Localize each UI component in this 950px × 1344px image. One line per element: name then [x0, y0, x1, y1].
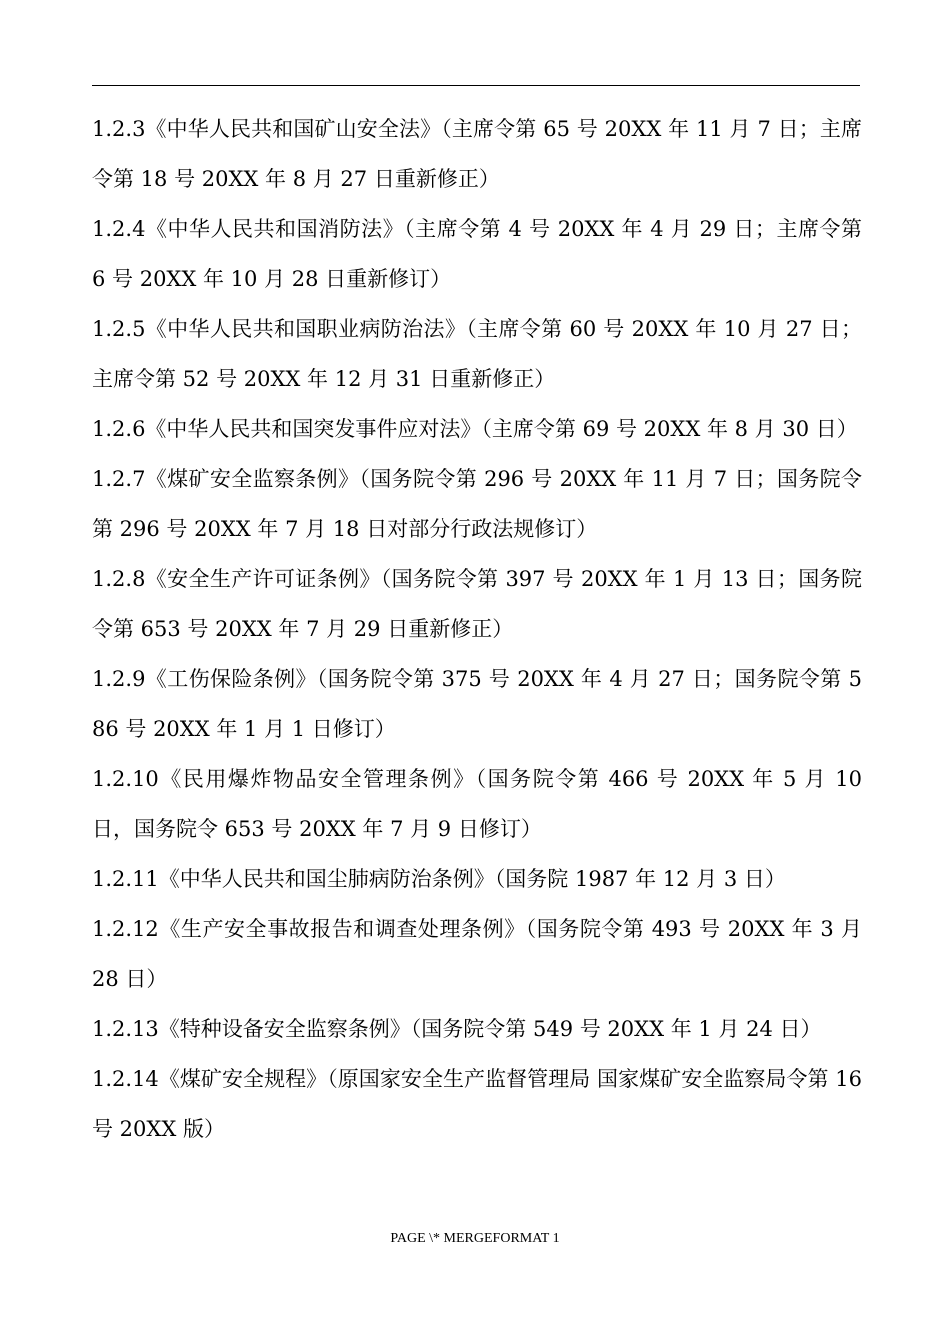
list-item: 1.2.3《中华人民共和国矿山安全法》（主席令第 65 号 20XX 年 11 月 7 日；主席令第 18 号 20XX 年 8 月 27 日重新修正） — [92, 117, 862, 191]
list-item: 1.2.12《生产安全事故报告和调查处理条例》（国务院令第 493 号 20XX 年 3 月 28 日） — [92, 917, 862, 991]
list-item: 1.2.14《煤矿安全规程》（原国家安全生产监督管理局 国家煤矿安全监察局令第 16 号 20XX 版） — [92, 1067, 862, 1141]
list-item: 1.2.7《煤矿安全监察条例》（国务院令第 296 号 20XX 年 11 月 7 日；国务院令第 296 号 20XX 年 7 月 18 日对部分行政法规修订） — [92, 467, 862, 541]
list-item: 1.2.5《中华人民共和国职业病防治法》（主席令第 60 号 20XX 年 10 月 27 日；主席令第 52 号 20XX 年 12 月 31 日重新修正） — [92, 317, 862, 391]
list-item: 1.2.9《工伤保险条例》（国务院令第 375 号 20XX 年 4 月 27 日；国务院令第 586 号 20XX 年 1 月 1 日修订） — [92, 667, 862, 741]
header-rule — [92, 85, 860, 86]
list-item: 1.2.4《中华人民共和国消防法》（主席令第 4 号 20XX 年 4 月 29 日；主席令第 6 号 20XX 年 10 月 28 日重新修订） — [92, 217, 862, 291]
list-item: 1.2.13《特种设备安全监察条例》（国务院令第 549 号 20XX 年 1 月 24 日） — [92, 1017, 822, 1041]
list-item: 1.2.6《中华人民共和国突发事件应对法》（主席令第 69 号 20XX 年 8 月 30 日） — [92, 417, 858, 441]
list-item: 1.2.8《安全生产许可证条例》（国务院令第 397 号 20XX 年 1 月 13 日；国务院令第 653 号 20XX 年 7 月 29 日重新修正） — [92, 567, 862, 641]
regulation-list — [92, 104, 862, 1154]
page-footer: PAGE \* MERGEFORMAT 1 — [390, 1231, 560, 1246]
list-item: 1.2.10《民用爆炸物品安全管理条例》（国务院令第 466 号 20XX 年 5 月 10 日，国务院令 653 号 20XX 年 7 月 9 日修订） — [92, 767, 862, 841]
list-item: 1.2.11《中华人民共和国尘肺病防治条例》（国务院 1987 年 12 月 3 日） — [92, 867, 786, 891]
